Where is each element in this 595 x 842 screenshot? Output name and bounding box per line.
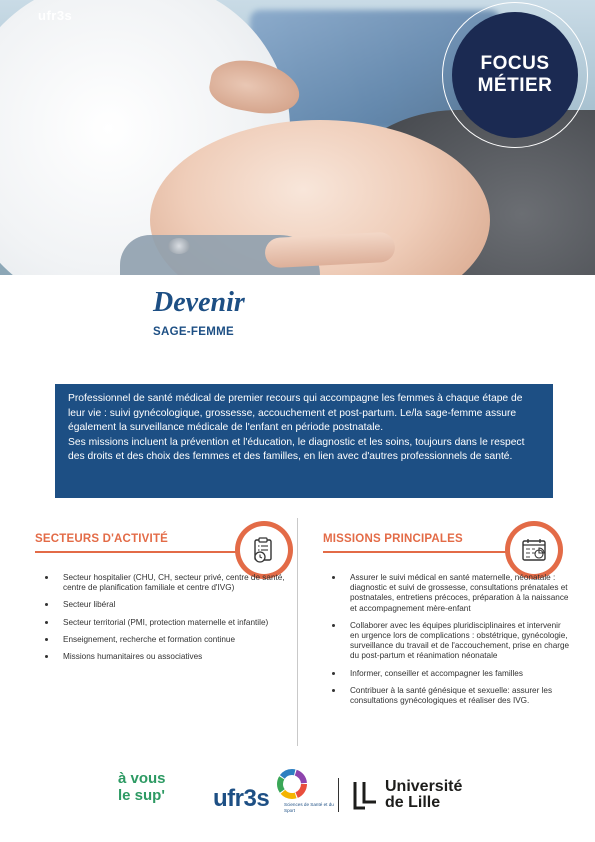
list-item: Assurer le suivi médical en santé maternelle, néonatale : diagnostic et suivi de grossesse, consultations prénatales et postnatales, entretiens précoces, préparation à la naissance et accompagnement mère-enfant	[327, 573, 572, 614]
sectors-underline	[35, 551, 240, 553]
sectors-title: SECTEURS D'ACTIVITÉ	[35, 533, 169, 545]
missions-title: MISSIONS PRINCIPALES	[323, 533, 463, 545]
footer-divider	[338, 778, 339, 812]
ufr3s-logo-top: ufr3s	[38, 8, 73, 23]
list-item: Contribuer à la santé génésique et sexuelle: assurer les consultations gynécologiques et réaliser des IVG.	[327, 686, 572, 706]
list-item: Secteur territorial (PMI, protection maternelle et infantile)	[40, 618, 290, 628]
list-item: Missions humanitaires ou associatives	[40, 652, 290, 662]
sectors-list	[40, 573, 290, 669]
badge-line-2: MÉTIER	[477, 75, 553, 96]
intro-box	[55, 384, 553, 498]
missions-list	[327, 573, 572, 713]
clipboard-clock-icon	[235, 521, 293, 579]
calendar-chart-icon	[505, 521, 563, 579]
column-divider	[297, 518, 298, 746]
intro-paragraph-2: Ses missions incluent la prévention et l'éducation, le diagnostic et les soins, toujours dans le respect des droits et des choix des femmes et des familles, en lien avec d'autres professionnels de santé.	[68, 436, 525, 463]
page-title: Devenir	[153, 287, 245, 318]
list-item: Secteur libéral	[40, 600, 290, 610]
ufr3s-color-ring-icon	[275, 767, 309, 801]
page-subtitle: SAGE-FEMME	[153, 326, 234, 338]
list-item: Enseignement, recherche et formation continue	[40, 635, 290, 645]
badge-line-1: FOCUS	[480, 53, 550, 74]
list-item: Informer, conseiller et accompagner les familles	[327, 669, 572, 679]
intro-paragraph-1: Professionnel de santé médical de premier recours qui accompagne les femmes à chaque étape de leur vie : suivi gynécologique, grossesse, accouchement et post-partum. Le/la sage-femme assure également la surveillance médicale de l'enfant en période postnatale.	[68, 393, 523, 434]
ufr3s-logo: ufr3s	[213, 785, 270, 812]
universite-de-lille-logo: Université de Lille	[385, 778, 463, 811]
list-item: Collaborer avec les équipes pluridisciplinaires et intervenir en urgence lors de complications : obstétrique, gynécologie, surveillance du travail et de l'accouchement, prise en charge du post-partum et réanimation néonatale	[327, 621, 572, 662]
focus-metier-badge	[452, 12, 578, 138]
missions-underline	[323, 551, 510, 553]
list-item: Secteur hospitalier (CHU, CH, secteur privé, centre de santé, centre de planification familiale et centre d'IVG)	[40, 573, 290, 593]
ufr3s-caption: Sciences de Santé et du Sport	[284, 802, 334, 813]
universite-lille-mark-icon	[352, 780, 380, 812]
a-vous-le-sup-logo: à vous le sup'	[118, 770, 166, 804]
